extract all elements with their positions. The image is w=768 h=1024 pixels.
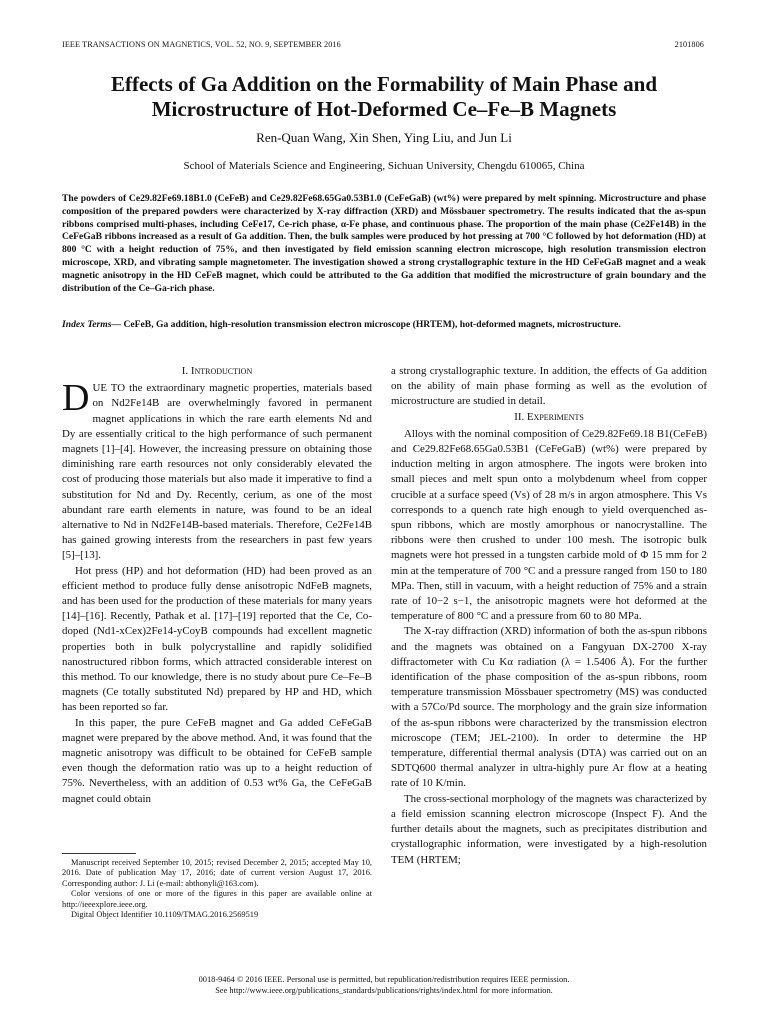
- experiments-paragraph-2: The X-ray diffraction (XRD) information of both the as-spun ribbons and the magnets was obtained on a Fangyuan DX-2700 X-ray diffractometer with Cu Kα radiation (λ = 1.5406 Å). For the further identification of the phase composition of the as-spun ribbons, room temperature transmission Mössbauer spectrometry (MS) was conducted with a 57Co/Pd source. The morphology and the grain size information of the as-spun ribbons were characterized by the transmission electron microscope (TEM; JEL-2100). In order to determine the HP temperature, differential thermal analysis (DTA) was carried out on an SDTQ600 thermal analyzer in ultra-highly pure Ar flow at a heating rate of 10 K/min.: [391, 625, 707, 790]
- paper-title: Effects of Ga Addition on the Formability of Main Phase and Microstructure of Hot-Deformed Ce–Fe–B Magnets: [110, 72, 657, 121]
- left-column: [62, 364, 372, 852]
- journal-citation: IEEE TRANSACTIONS ON MAGNETICS, VOL. 52, NO. 9, SEPTEMBER 2016: [62, 40, 341, 49]
- experiments-paragraph-1: Alloys with the nominal composition of Ce29.82Fe69.18 B1(CeFeB) and Ce29.82Fe68.65Ga0.53B1 (CeFeGaB) (wt%) were prepared by induction melting in argon atmosphere. The ingots were broken into small pieces and melt spun onto a molybdenum wheel from copper crucible at a surface speed (Vs) of 28 m/s in argon atmosphere. This Vs corresponds to a quench rate high enough to yield overquenched as-spun ribbons, which are mostly amorphous or nanocrystalline. The ribbons were then crushed to under 100 mesh. The isotropic bulk magnets were hot pressed in a tungsten carbide mold of Φ 15 mm for 2 min at the temperature of 700 °C and a pressure ranged from 150 to 180 MPa. Then, still in vacuum, with a height reduction of 75% and a strain rate of 10−2 s−1, the anisotropic magnets were hot deformed at the temperature of 800 °C and a pressure from 60 to 80 MPa.: [391, 427, 707, 623]
- experiments-paragraph-3: The cross-sectional morphology of the magnets was characterized by a field emission scanning electron microscope (Inspect F). And the further details about the magnets, such as precipitates distribution and crystallographic information, were investigated by a high-resolution TEM (HRTEM;: [391, 792, 707, 866]
- affiliation: School of Materials Science and Engineering, Sichuan University, Chengdu 610065, China: [183, 160, 585, 172]
- copyright-line-1: 0018-9464 © 2016 IEEE. Personal use is permitted, but republication/redistribution requires IEEE permission.: [198, 975, 570, 984]
- footnote-doi: Digital Object Identifier 10.1109/TMAG.2016.2569519: [71, 910, 259, 920]
- intro-paragraph-1-text: UE TO the extraordinary magnetic properties, materials based on Nd2Fe14B are overwhelmingly favored in permanent magnet applications in which the rare earth elements Nd and Dy are essentially critical to the high performance of such permanent magnets [1]–[4]. However, the increasing pressure on obtaining those diminishing rare earth resources not only considerably elevated the cost of producing those materials but also made it imperative to find a substitution for Nd and Dy. Recently, cerium, as one of the most abundant rare earth elements in nature, was found to be an ideal alternative to Nd in Nd2Fe14B-based materials. Therefore, Ce2Fe14B has gained growing interests from the researchers in past few years [5]–[13].: [62, 382, 372, 562]
- right-column: [391, 364, 707, 974]
- footnote-manuscript: Manuscript received September 10, 2015; revised December 2, 2015; accepted May 10, 2016. Date of publication May 17, 2016; date of current version August 17, 2016. Corresponding author: J. Li (e-mail: abthonyli@163.com).: [62, 858, 372, 888]
- author-list: Ren-Quan Wang, Xin Shen, Ying Liu, and Jun Li: [256, 130, 512, 145]
- intro-paragraph-2: Hot press (HP) and hot deformation (HD) had been proved as an efficient method to produce fully dense anisotropic NdFeB magnets, and has been used for the production of these materials for many years [14]–[16]. Recently, Pathak et al. [17]–[19] reported that the Ce, Co-doped (Nd1-xCex)2Fe14-yCoyB compounds had excellent magnetic properties both in bulk polycrystalline and rapidly solidified nanostructured ribbon forms, which attracted considerable interest on this method. To our knowledge, there is no study about pure Ce–Fe–B magnets (Ce totally substituted Nd) prepared by HP and HD, which has been reported so far.: [62, 564, 372, 714]
- index-terms: [62, 319, 706, 332]
- index-terms-text: CeFeB, Ga addition, high-resolution transmission electron microscope (HRTEM), hot-deformed magnets, microstructure.: [123, 319, 621, 330]
- footnote-rule: [62, 853, 136, 854]
- abstract: The powders of Ce29.82Fe69.18B1.0 (CeFeB) and Ce29.82Fe68.65Ga0.53B1.0 (CeFeGaB) (wt%) were prepared by melt spinning. Microstructure and phase composition of the prepared powders were characterized by X-ray diffraction (XRD) and Mössbauer spectrometry. The results indicated that the as-spun ribbons comprised multi-phases, including CeFe17, Ce-rich phase, α-Fe phase, and continuous phase. The proportion of the main phase (Ce2Fe14B) in the CeFeGaB ribbons increased as a result of Ga addition. Then, the bulk samples were produced by hot pressing at 700 °C followed by hot deformation (HD) at 800 °C with a height reduction of 75%, and then investigated by field emission scanning electron microscope, high resolution transmission electron microscope, XRD, and vibrating sample magnetometer. The investigation showed a strong crystallographic texture in the HD CeFeGaB magnet and a weak magnetic anisotropy in the HD CeFeB magnet, which could be attributed to the Ga addition that modified the microstructure of grain boundary and the distribution of the Ce–Ga-rich phase.: [62, 193, 706, 294]
- index-terms-label: Index Terms—: [62, 319, 122, 330]
- intro-paragraph-1: [62, 377, 372, 563]
- footnotes: [62, 858, 372, 920]
- drop-cap: D: [62, 377, 90, 420]
- intro-paragraph-3: In this paper, the pure CeFeB magnet and Ga added CeFeGaB magnet were prepared by the above method. And, it was found that the magnetic anisotropy was difficult to be obtained for CeFeB sample even though the deformation ratio was up to a height reduction of 75%. Nevertheless, with an addition of 0.53 wt% Ga, the CeFeGaB magnet could obtain: [62, 716, 372, 805]
- footnote-color: Color versions of one or more of the figures in this paper are available online at http://ieeexplore.ieee.org.: [62, 889, 372, 909]
- intro-continuation: a strong crystallographic texture. In addition, the effects of Ga addition on the ability of main phase forming as well as the evolution of microstructure are studied in detail.: [391, 365, 707, 408]
- section-heading-experiments: II. Experiments: [514, 410, 584, 423]
- section-heading-introduction: I. Introduction: [181, 365, 253, 377]
- running-header: [62, 40, 704, 54]
- article-number: 2101806: [674, 40, 704, 49]
- copyright-line-2: See http://www.ieee.org/publications_standards/publications/rights/index.html for more information.: [215, 985, 553, 995]
- copyright-notice: [40, 975, 728, 997]
